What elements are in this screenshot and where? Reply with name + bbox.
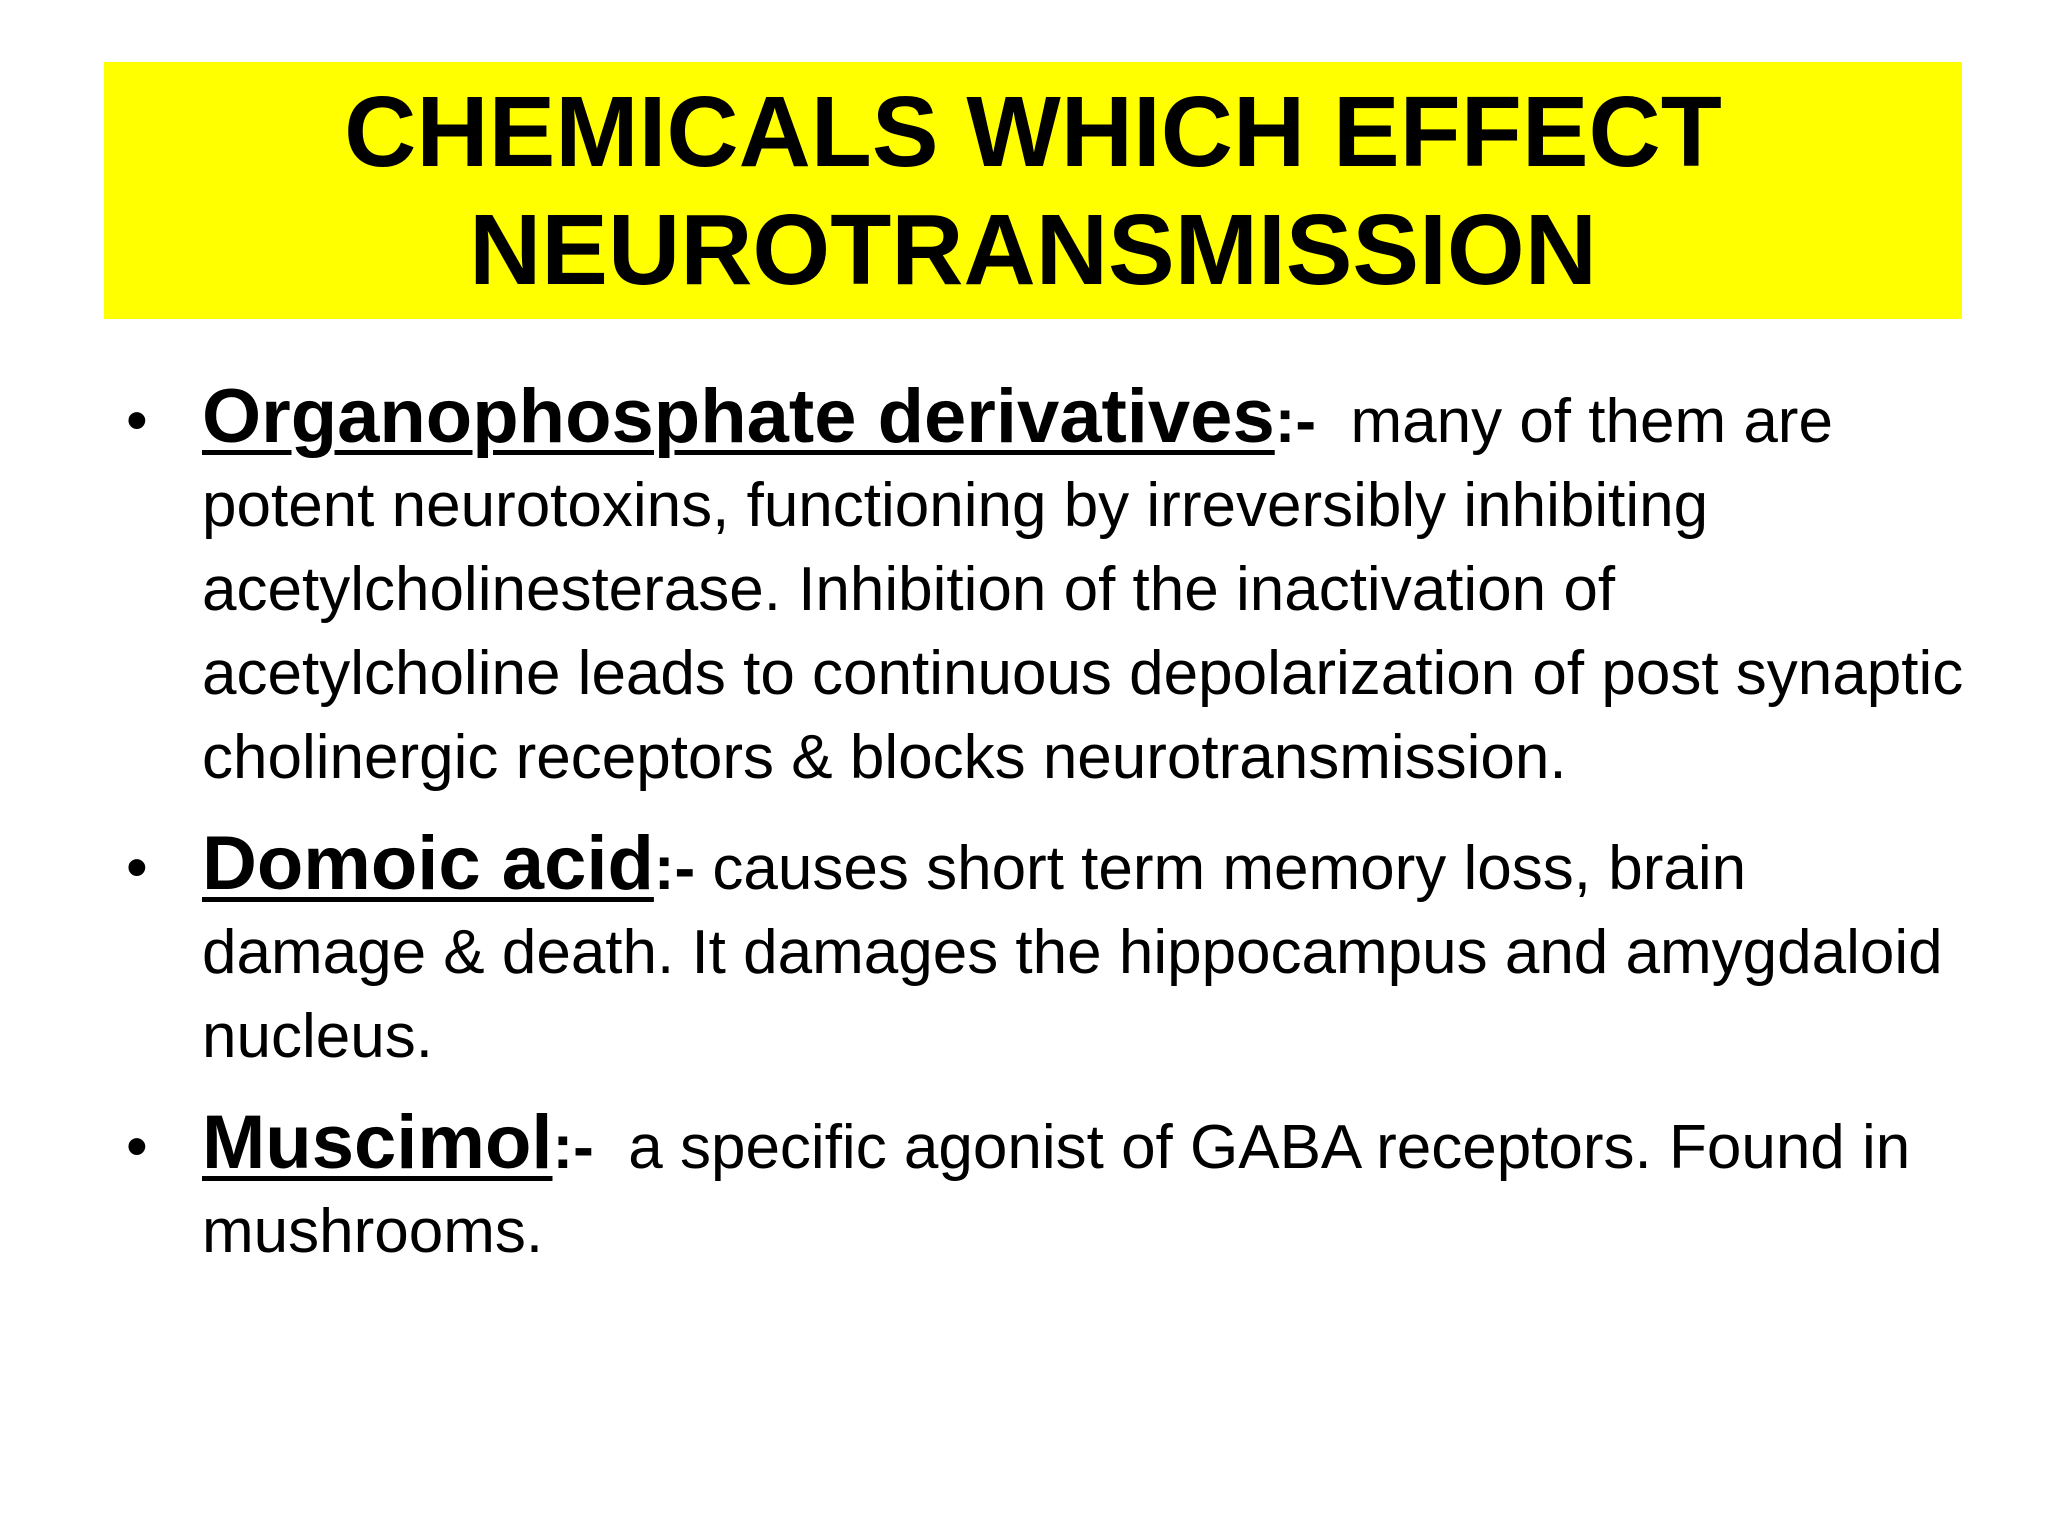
- description-muscimol: a specific agonist of GABA receptors. Found in mushrooms.: [202, 1113, 1911, 1266]
- bullet-list: [126, 375, 1986, 1274]
- term-separator: :-: [1274, 387, 1317, 456]
- slide-title-line-2: NEUROTRANSMISSION: [469, 193, 1597, 306]
- term-separator: :-: [653, 834, 696, 903]
- term-domoic-acid: Domoic acid: [202, 821, 654, 906]
- bullet-icon: •: [126, 386, 148, 455]
- term-muscimol: Muscimol: [202, 1100, 553, 1185]
- bullet-icon: •: [126, 833, 148, 902]
- description-organophosphate: many of them are potent neurotoxins, functioning by irreversibly inhibiting acetylcholinesterase. Inhibition of the inactivation of acetylcholine leads to continuous depolarization of post synaptic cholinergic receptors & blocks neurotransmission.: [202, 387, 1964, 792]
- bullet-item-domoic-acid: [126, 822, 1986, 1079]
- term-separator: :-: [552, 1113, 594, 1182]
- description-domoic-acid: causes short term memory loss, brain damage & death. It damages the hippocampus and amygdaloid nucleus.: [202, 834, 1943, 1071]
- slide-title-line-1: CHEMICALS WHICH EFFECT: [344, 75, 1722, 188]
- bullet-icon: •: [126, 1112, 148, 1181]
- bullet-item-muscimol: [126, 1101, 1986, 1274]
- bullet-item-organophosphate: [126, 375, 1986, 800]
- slide-title-banner: [104, 62, 1962, 319]
- term-organophosphate: Organophosphate derivatives: [202, 374, 1275, 459]
